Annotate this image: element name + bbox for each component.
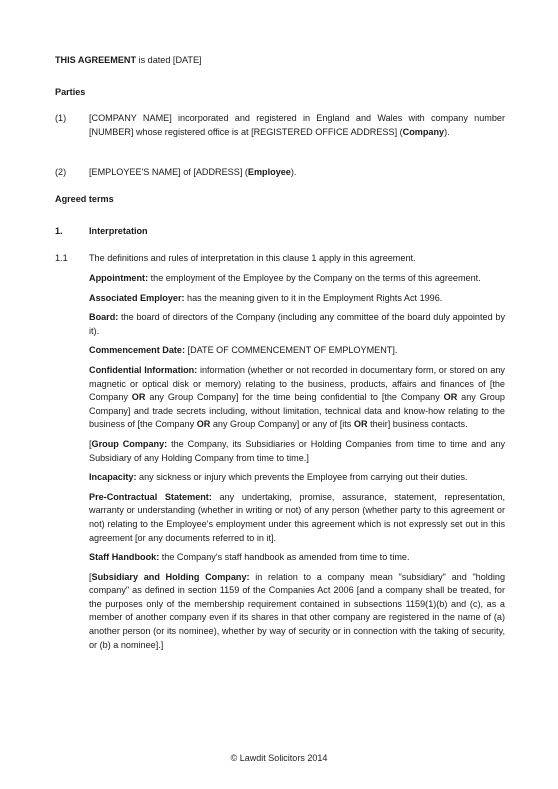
agreed-terms-heading: Agreed terms [55,194,114,204]
party-1-bold: Company [402,126,445,137]
or-marker: OR [353,419,368,430]
definition-text: [DATE OF COMMENCEMENT OF EMPLOYMENT]. [185,345,398,356]
definition-term: Associated Employer: [89,292,185,303]
party-1-text-b: ). [444,126,450,137]
definition-text: the board of directors of the Company (including any committee of the board duly appointed by it). [89,312,505,336]
party-2-text [89,166,505,180]
definition-term: Commencement Date: [89,345,186,356]
definition-term: Staff Handbook: [89,552,160,563]
section-1-title: Interpretation [89,226,148,236]
definition-appointment [89,272,505,286]
parties-heading: Parties [55,87,86,97]
party-1-text-a: [COMPANY NAME] incorporated and registered in England and Wales with company number [NUMBER] whose registered office is at [REGISTERED OFFICE ADDRESS] ( [89,113,505,137]
definition-staff-handbook [89,551,505,565]
definition-text: the Company's staff handbook as amended from time to time. [159,552,410,563]
party-1-number: (1) [55,113,67,123]
clause-1-1-number: 1.1 [55,253,68,263]
party-1-text [89,112,505,139]
definition-term: Incapacity: [89,472,137,483]
definition-text: has the meaning given to it in the Employment Rights Act 1996. [184,292,443,303]
definition-group-company [89,438,505,465]
or-marker: OR [443,392,458,403]
definition-text: in relation to a company mean "subsidiary" and "holding company" as defined in section 1159 of the Companies Act 2006 [and a company shall be treated, for the purposes only of the membership requirement contained in subsections 1159(1)(b) and (c), as a member of another company even if its shares in that other company are registered in the name of (a) another person (or its nominee), whether by way of security or in connection with the taking of security, or (b) a nominee].] [89,571,505,650]
definition-text: the Company, its Subsidiaries or Holding Companies from time to time and any Subsidiary of any Holding Company from time to time.] [89,438,505,463]
definition-text: the employment of the Employee by the Company on the terms of this agreement. [148,273,481,283]
definition-term: Group Company: [91,438,168,449]
definition-prefix: [ [89,571,92,582]
definitions-list [89,272,505,658]
definition-text: information (whether or not recorded in documentary form, or stored on any magnetic or optical disk or memory) relating to the business, products, affairs and finances of [the Company OR any Group Company] for the time being confidential to [the Company OR any Group Company] and trade secrets including, without limitation, technical data and know-how relating to the business of [the Company OR any Group Company] or any of [its OR their] business contacts. [89,364,505,430]
definition-term: Pre-Contractual Statement: [89,491,212,502]
party-2-text-b: ). [290,167,297,177]
party-2-text-a: [EMPLOYEE'S NAME] of [ADDRESS] ( [89,167,248,177]
definition-associated-employer [89,292,505,306]
definition-prefix: [ [89,438,92,449]
definition-board [89,311,505,338]
agreement-title-bold: THIS AGREEMENT [55,55,137,65]
section-1-number: 1. [55,226,63,236]
definition-term: Subsidiary and Holding Company: [91,571,250,582]
definition-text: any sickness or injury which prevents the Employee from carrying out their duties. [136,472,468,483]
party-2-number: (2) [55,167,67,177]
definition-term: Board: [89,312,119,323]
party-2-bold: Employee [247,167,291,177]
clause-1-1-text: The definitions and rules of interpretation in this clause 1 apply in this agreement. [89,253,416,263]
definition-pre-contractual-statement [89,491,505,545]
definition-term: Confidential Information: [89,364,198,375]
agreement-title-rest: is dated [DATE] [136,55,202,65]
definition-incapacity [89,471,505,485]
definition-text: any undertaking, promise, assurance, statement, representation, warranty or understanding (whether in writing or not) of any person (whether party to this agreement or not) relating to the Employee's employment under this agreement which is not expressly set out in this agreement [or any documents referred to in it]. [89,491,505,543]
footer-copyright: © Lawdit Solicitors 2014 [230,753,328,763]
definition-confidential-information [89,364,505,432]
definition-term: Appointment: [89,273,149,283]
definition-commencement-date [89,344,505,358]
definition-subsidiary-holding-company [89,571,505,653]
agreement-title [55,54,505,68]
or-marker: OR [196,419,211,430]
or-marker: OR [131,392,146,403]
